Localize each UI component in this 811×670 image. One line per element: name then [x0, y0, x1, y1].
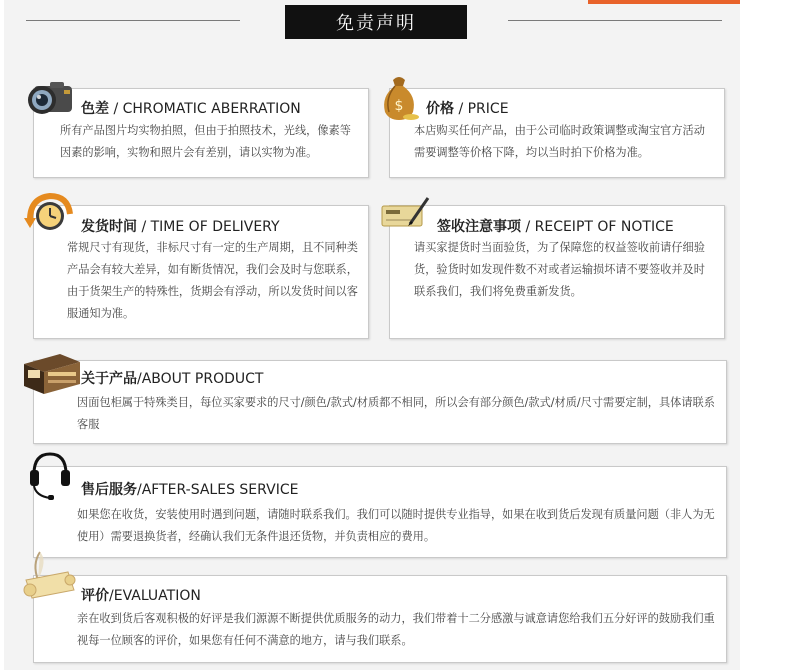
display-cabinet-icon: [20, 350, 82, 402]
scroll-quill-icon: [22, 550, 78, 608]
right-margin: [740, 0, 811, 670]
delivery-title: 发货时间 / TIME OF DELIVERY: [81, 219, 280, 235]
evaluation-title: 评价/EVALUATION: [81, 588, 201, 604]
receipt-title: 签收注意事项 / RECEIPT OF NOTICE: [437, 219, 674, 235]
price-body: 本店购买任何产品，由于公司临时政策调整或淘宝官方活动需要调整等价格下降，均以当时拍下价格为准。: [414, 124, 705, 159]
evaluation-body: 亲在收到货后客观积极的好评是我们源源不断提供优质服务的动力，我们带着十二分感激与诚意请您给我们五分好评的鼓励我们重视每一位顾客的评价，如果您有任何不满意的地方，请与我们联系。: [77, 612, 715, 647]
service-title: 售后服务/AFTER-SALES SERVICE: [81, 482, 299, 498]
delivery-body: 常规尺寸有现货，非标尺寸有一定的生产周期，且不同种类产品会有较大差异，如有断货情况，我们会及时与您联系，由于货架生产的特殊性，货期会有浮动，所以发货时间以客服通知为准。: [67, 241, 358, 320]
money-bag-icon: [377, 72, 421, 126]
header-rule-left: [26, 20, 240, 21]
service-body: 如果您在收货，安装使用时遇到问题，请随时联系我们。我们可以随时提供专业指导，如果在收到货后发现有质量问题（非人为无使用）需要退换货者，经确认我们无条件退还货物，并负责相应的费用。: [77, 508, 715, 543]
chromatic-body: 所有产品图片均实物拍照，但由于拍照技术，光线，像素等因素的影响，实物和照片会有差别，请以实物为准。: [60, 124, 351, 159]
clock-arrow-icon: [24, 190, 74, 240]
headset-icon: [28, 448, 72, 506]
product-body: 因面包柜属于特殊类目，每位买家要求的尺寸/颜色/款式/材质都不相同，所以会有部分颜色/款式/材质/尺寸需要定制，具体请联系客服: [77, 396, 715, 431]
chromatic-title: 色差 / CHROMATIC ABERRATION: [81, 101, 301, 117]
cheque-pen-icon: [380, 194, 432, 238]
svg-text:$: $: [394, 98, 404, 114]
receipt-body: 请买家提货时当面验货，为了保障您的权益签收前请仔细验货，验货时如发现件数不对或者运输损坏请不要签收并及时联系我们，我们将免费重新发货。: [414, 241, 705, 298]
product-title: 关于产品/ABOUT PRODUCT: [81, 371, 264, 387]
header-rule-right: [508, 20, 722, 21]
price-title: 价格 / PRICE: [426, 101, 509, 117]
accent-bar: [588, 0, 740, 4]
page-title: 免责声明: [285, 5, 467, 39]
camera-icon: [20, 78, 76, 122]
